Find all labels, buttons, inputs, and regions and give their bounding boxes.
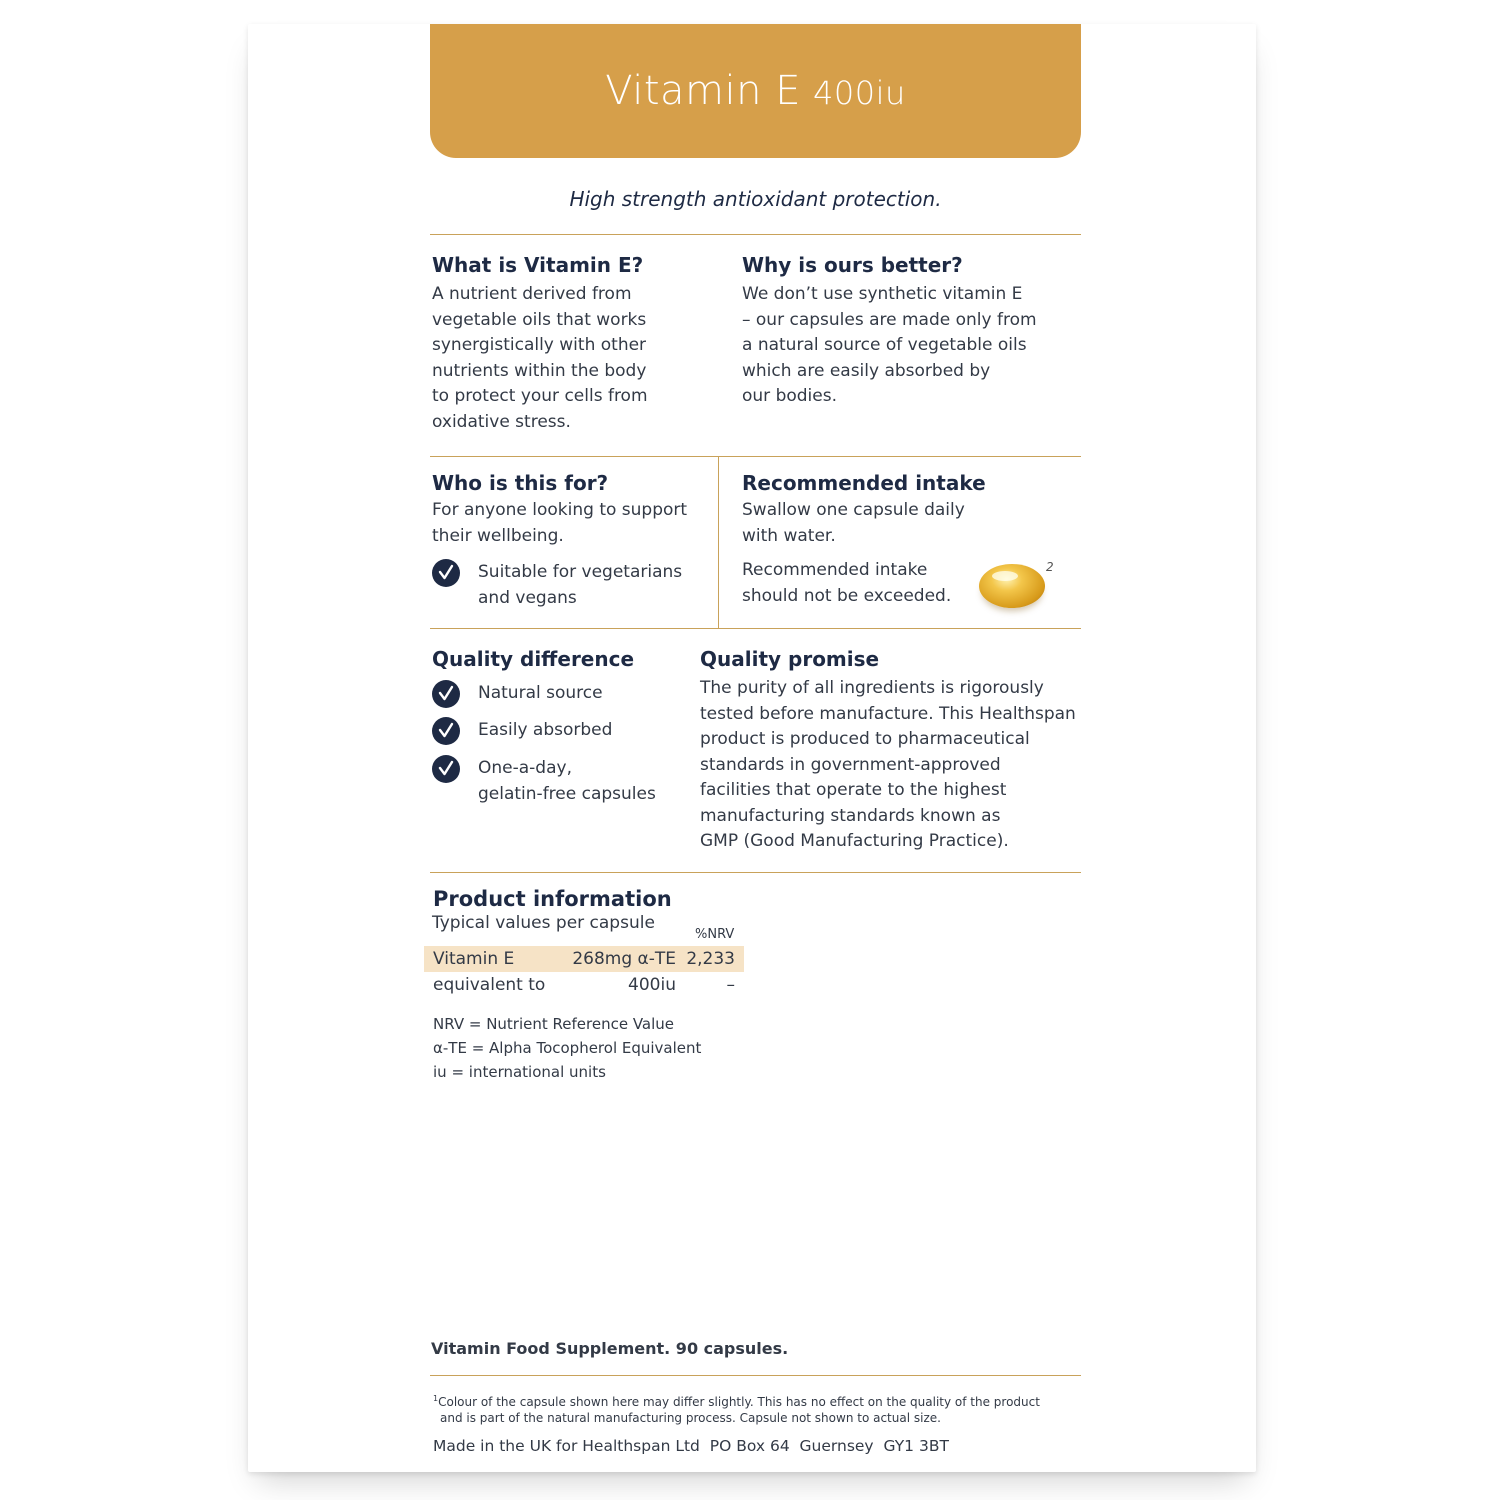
capsule-footnote-mark: 2 (1046, 560, 1054, 574)
footnote-text: Colour of the capsule shown here may differ slightly. This has no effect on the quality of the product (438, 1395, 1040, 1409)
nutrient-name: equivalent to (433, 975, 546, 995)
checkmark-icon (432, 755, 460, 783)
who-body: For anyone looking to support their wellbeing. (432, 500, 688, 546)
divider (430, 628, 1081, 629)
checkmark-icon (432, 717, 460, 745)
why-body: We don’t use synthetic vitamin E – our capsules are made only from a natural source of vegetable oils which are easily absorbed by our bodies. (742, 284, 1037, 406)
divider (430, 234, 1081, 235)
why-heading: Why is ours better? (742, 253, 963, 277)
quality-item-label: Easily absorbed (478, 720, 613, 740)
tagline: High strength antioxidant protection. (569, 187, 942, 211)
footnote-mark: 1 (433, 1394, 439, 1403)
quality-item-label: Natural source (478, 683, 603, 703)
capsule-image (979, 564, 1045, 608)
table-row (424, 946, 744, 972)
quality-item (432, 681, 603, 708)
nutrition-table (424, 946, 744, 998)
nrv-column-header: %NRV (695, 927, 735, 942)
manufacturer-address: Made in the UK for Healthspan Ltd PO Box 64 Guernsey GY1 3BT (433, 1437, 949, 1455)
intake-warning: Recommended intake should not be exceeded. (742, 560, 952, 606)
quality-difference-heading: Quality difference (432, 647, 635, 671)
product-info-subheading: Typical values per capsule (432, 913, 655, 933)
product-title: Vitamin E 400iu (605, 68, 906, 114)
quality-item-label: One-a-day, gelatin-free capsules (478, 758, 656, 804)
quality-item (432, 756, 656, 807)
nutrient-amount: 400iu (628, 975, 676, 995)
intake-heading: Recommended intake (742, 471, 986, 495)
vegan-label: Suitable for vegetarians and vegans (478, 562, 683, 608)
product-info-heading: Product information (433, 887, 672, 911)
nutrient-name: Vitamin E (433, 949, 515, 969)
supplement-line: Vitamin Food Supplement. 90 capsules. (431, 1339, 789, 1358)
product-strength: 400iu (812, 74, 906, 112)
divider (430, 872, 1081, 873)
nutrient-nrv: – (726, 975, 735, 995)
nutrient-amount: 268mg α-TE (572, 949, 676, 969)
quality-promise-heading: Quality promise (700, 647, 880, 671)
quality-promise-body: The purity of all ingredients is rigorously tested before manufacture. This Healthspan product is produced to pharmaceutical standards in government-approved facilities that operate to the highest manufacturing standards known as GMP (Good Manufacturing Practice). (700, 678, 1076, 851)
divider (430, 1375, 1081, 1376)
title-banner (430, 24, 1081, 158)
what-body: A nutrient derived from vegetable oils that works synergistically with other nutrients within the body to protect your cells from oxidative stress. (432, 284, 648, 432)
intake-body: Swallow one capsule daily with water. (742, 500, 965, 546)
nutrient-nrv: 2,233 (686, 949, 735, 969)
table-row (424, 972, 744, 998)
who-heading: Who is this for? (432, 471, 609, 495)
checkmark-icon (432, 559, 460, 587)
divider (430, 456, 1081, 457)
checkmark-icon (432, 680, 460, 708)
what-heading: What is Vitamin E? (432, 253, 644, 277)
quality-item (432, 718, 612, 745)
footnote-text-2: and is part of the natural manufacturing process. Capsule not shown to actual size. (440, 1411, 941, 1425)
vegan-check-row (432, 560, 682, 611)
capsule-highlight (992, 571, 1018, 581)
vertical-divider (718, 456, 719, 628)
abbreviation-legend: NRV = Nutrient Reference Value α-TE = Alpha Tocopherol Equivalent iu = international units (433, 1015, 702, 1081)
footnote (433, 1391, 1073, 1426)
